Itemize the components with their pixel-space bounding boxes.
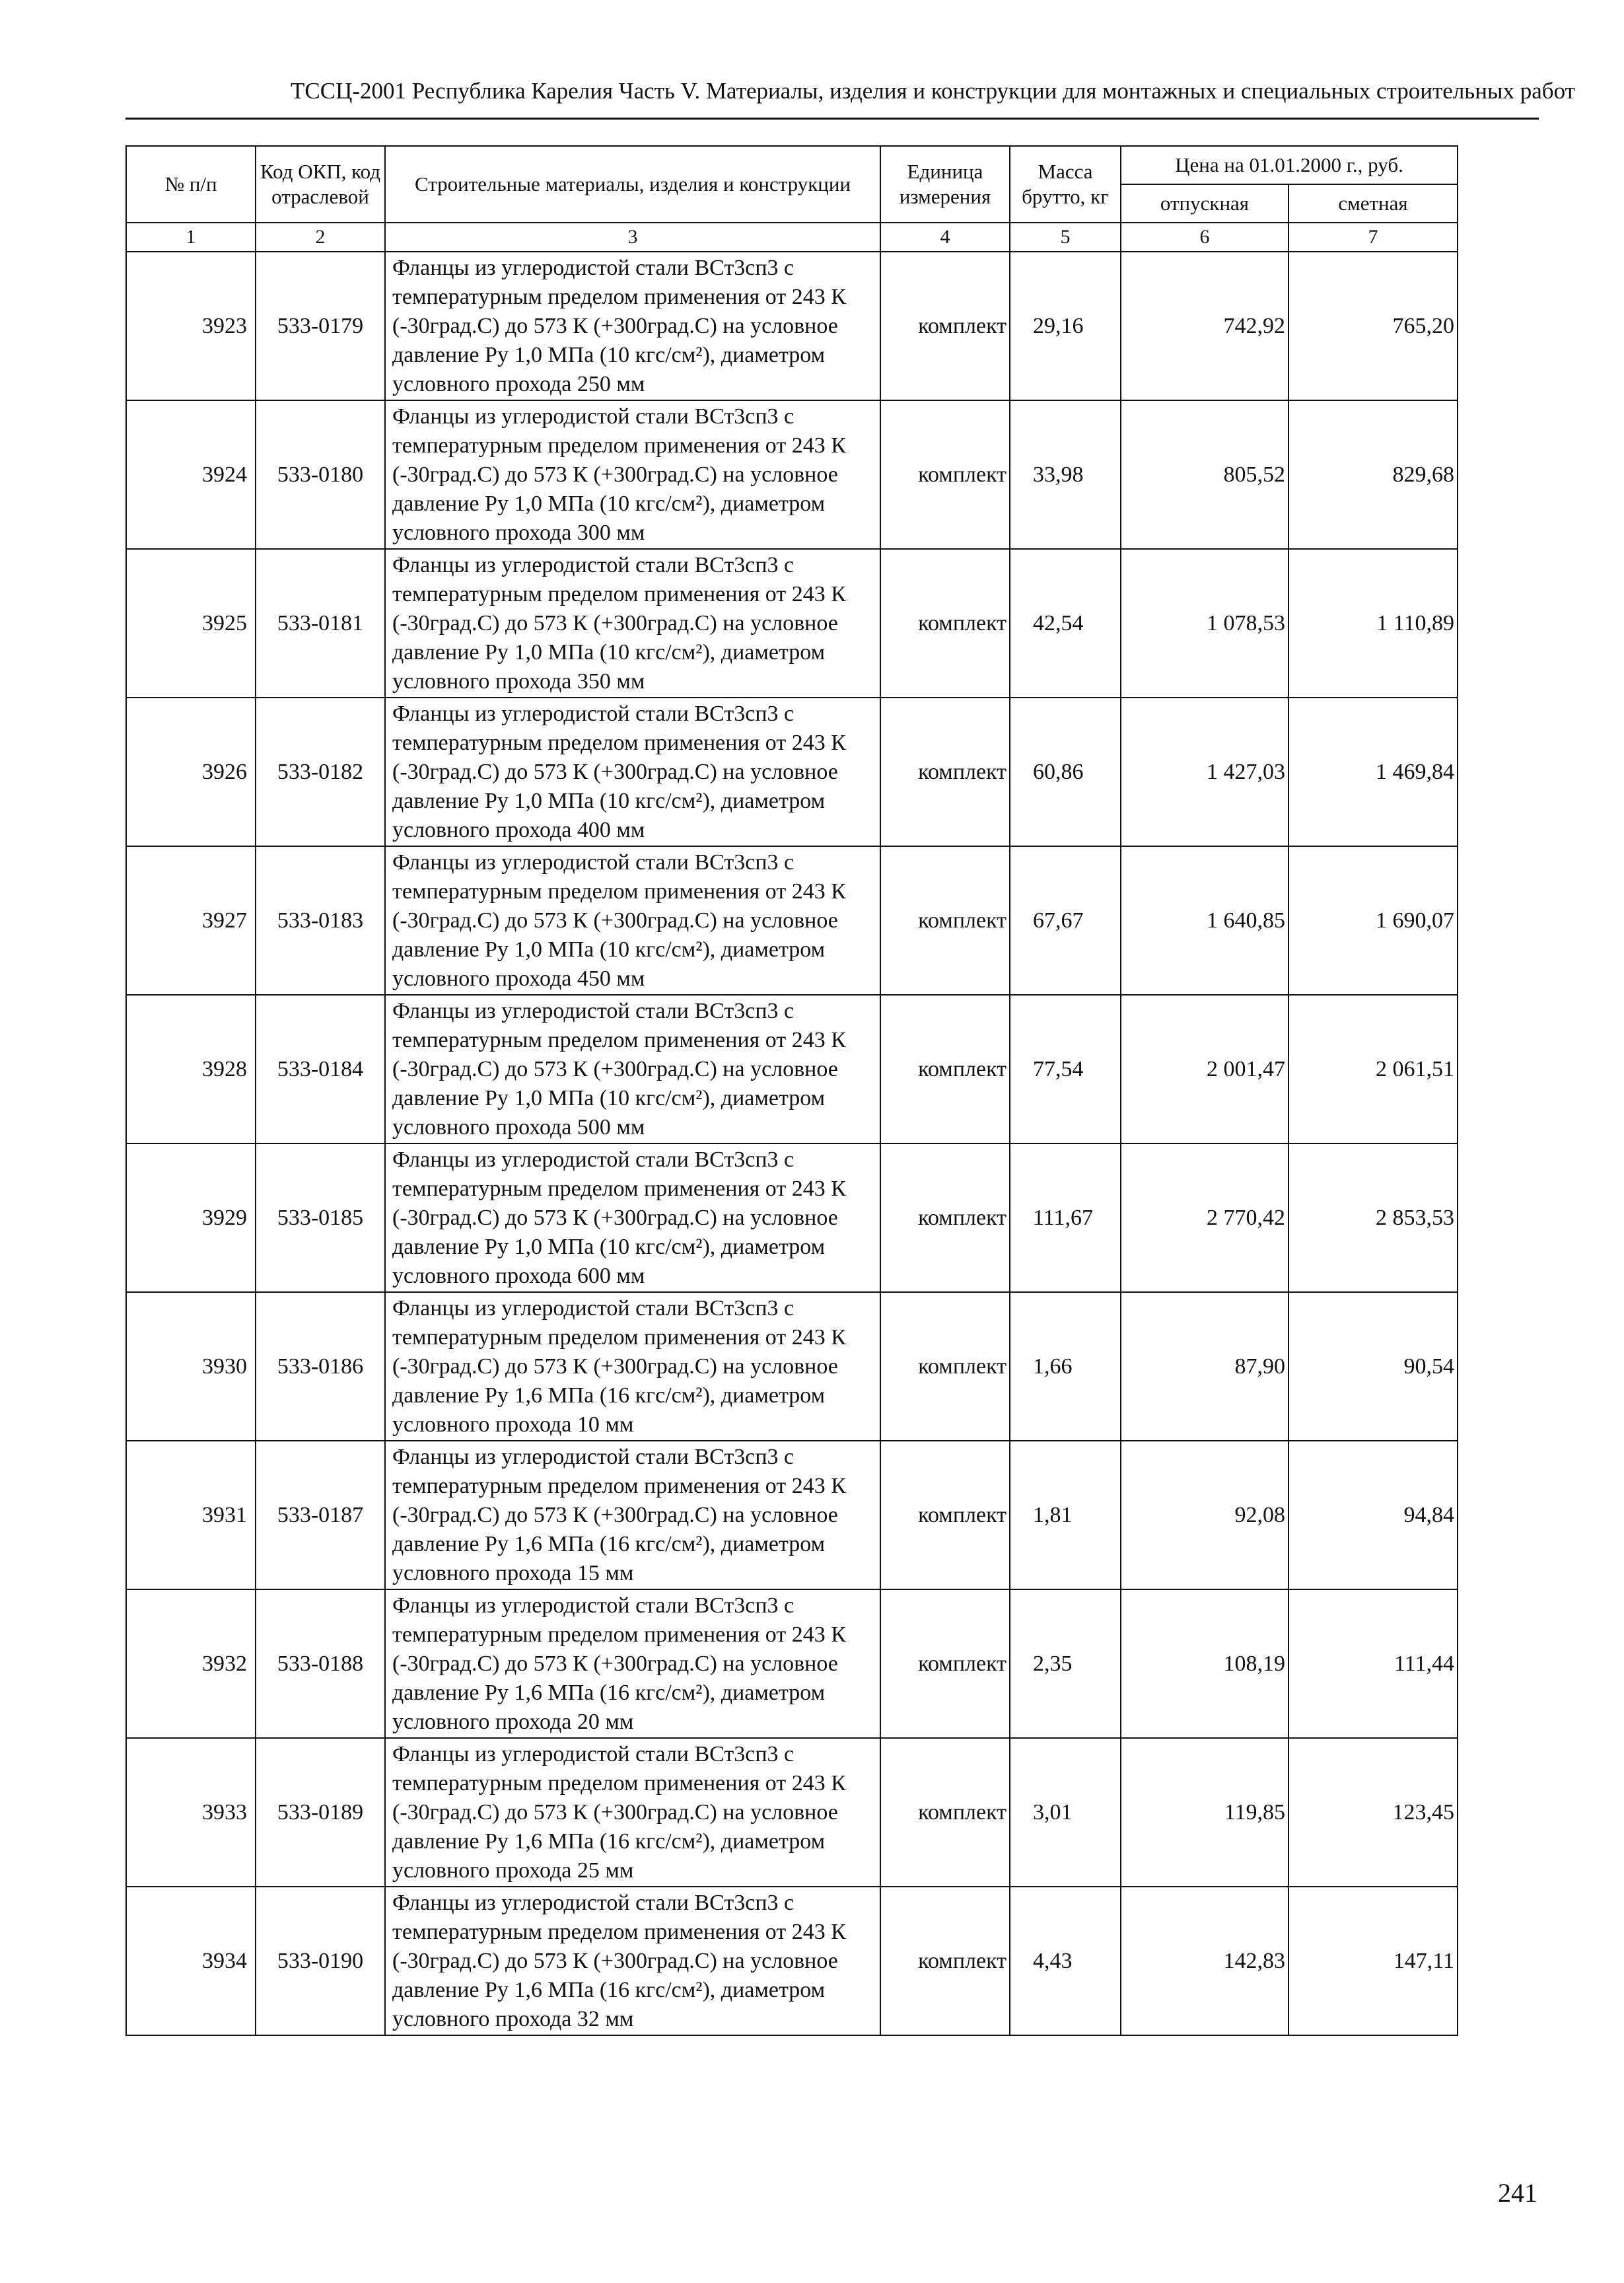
item-price-estimate: 90,54 bbox=[1289, 1292, 1458, 1441]
item-unit: комплект bbox=[880, 1441, 1010, 1589]
item-mass: 42,54 bbox=[1010, 549, 1121, 698]
header-nn: № п/п bbox=[126, 146, 256, 223]
running-header: ТССЦ-2001 Республика Карелия Часть V. Материалы, изделия и конструкции для монтажных и специальных строительных работ bbox=[291, 78, 1575, 104]
table-row bbox=[126, 698, 1458, 846]
header-mass: Масса брутто, кг bbox=[1010, 146, 1121, 223]
item-code: 533-0181 bbox=[256, 549, 385, 698]
item-number: 3925 bbox=[126, 549, 256, 698]
item-description: Фланцы из углеродистой стали ВСт3сп3 с температурным пределом применения от 243 К (-30град.С) до 573 К (+300град.С) на условное давление Ру 1,0 МПа (10 кгс/см²), диаметром условного прохода 300 мм bbox=[385, 400, 880, 549]
item-price-estimate: 1 690,07 bbox=[1289, 846, 1458, 995]
table-row bbox=[126, 1441, 1458, 1589]
item-number: 3930 bbox=[126, 1292, 256, 1441]
price-table bbox=[125, 145, 1458, 2036]
column-number: 4 bbox=[880, 223, 1010, 252]
item-price-release: 805,52 bbox=[1121, 400, 1289, 549]
item-price-estimate: 123,45 bbox=[1289, 1738, 1458, 1887]
column-number: 2 bbox=[256, 223, 385, 252]
item-mass: 111,67 bbox=[1010, 1143, 1121, 1292]
item-mass: 67,67 bbox=[1010, 846, 1121, 995]
item-code: 533-0179 bbox=[256, 252, 385, 400]
table-row bbox=[126, 400, 1458, 549]
column-number-row bbox=[126, 223, 1458, 252]
item-code: 533-0186 bbox=[256, 1292, 385, 1441]
item-mass: 77,54 bbox=[1010, 995, 1121, 1143]
item-price-release: 87,90 bbox=[1121, 1292, 1289, 1441]
item-description: Фланцы из углеродистой стали ВСт3сп3 с температурным пределом применения от 243 К (-30град.С) до 573 К (+300град.С) на условное давление Ру 1,6 МПа (16 кгс/см²), диаметром условного прохода 10 мм bbox=[385, 1292, 880, 1441]
item-unit: комплект bbox=[880, 1292, 1010, 1441]
item-price-release: 108,19 bbox=[1121, 1589, 1289, 1738]
table-row bbox=[126, 252, 1458, 400]
item-number: 3928 bbox=[126, 995, 256, 1143]
item-number: 3926 bbox=[126, 698, 256, 846]
item-price-estimate: 2 853,53 bbox=[1289, 1143, 1458, 1292]
item-price-estimate: 2 061,51 bbox=[1289, 995, 1458, 1143]
item-mass: 60,86 bbox=[1010, 698, 1121, 846]
item-number: 3927 bbox=[126, 846, 256, 995]
item-code: 533-0187 bbox=[256, 1441, 385, 1589]
item-description: Фланцы из углеродистой стали ВСт3сп3 с температурным пределом применения от 243 К (-30град.С) до 573 К (+300град.С) на условное давление Ру 1,0 МПа (10 кгс/см²), диаметром условного прохода 500 мм bbox=[385, 995, 880, 1143]
item-unit: комплект bbox=[880, 698, 1010, 846]
item-mass: 29,16 bbox=[1010, 252, 1121, 400]
column-number: 7 bbox=[1289, 223, 1458, 252]
item-number: 3923 bbox=[126, 252, 256, 400]
item-number: 3931 bbox=[126, 1441, 256, 1589]
item-number: 3924 bbox=[126, 400, 256, 549]
item-number: 3934 bbox=[126, 1887, 256, 2035]
item-price-release: 742,92 bbox=[1121, 252, 1289, 400]
header-price-estimate: сметная bbox=[1289, 184, 1458, 223]
item-code: 533-0184 bbox=[256, 995, 385, 1143]
table-row bbox=[126, 549, 1458, 698]
table-row bbox=[126, 1589, 1458, 1738]
column-number: 6 bbox=[1121, 223, 1289, 252]
item-unit: комплект bbox=[880, 1738, 1010, 1887]
table-row bbox=[126, 846, 1458, 995]
item-price-release: 142,83 bbox=[1121, 1887, 1289, 2035]
item-number: 3933 bbox=[126, 1738, 256, 1887]
item-unit: комплект bbox=[880, 252, 1010, 400]
item-unit: комплект bbox=[880, 549, 1010, 698]
item-code: 533-0183 bbox=[256, 846, 385, 995]
header-materials: Строительные материалы, изделия и конструкции bbox=[385, 146, 880, 223]
item-description: Фланцы из углеродистой стали ВСт3сп3 с температурным пределом применения от 243 К (-30град.С) до 573 К (+300град.С) на условное давление Ру 1,0 МПа (10 кгс/см²), диаметром условного прохода 250 мм bbox=[385, 252, 880, 400]
item-code: 533-0188 bbox=[256, 1589, 385, 1738]
item-price-release: 2 770,42 bbox=[1121, 1143, 1289, 1292]
item-unit: комплект bbox=[880, 400, 1010, 549]
item-price-release: 1 078,53 bbox=[1121, 549, 1289, 698]
item-description: Фланцы из углеродистой стали ВСт3сп3 с температурным пределом применения от 243 К (-30град.С) до 573 К (+300град.С) на условное давление Ру 1,6 МПа (16 кгс/см²), диаметром условного прохода 20 мм bbox=[385, 1589, 880, 1738]
item-unit: комплект bbox=[880, 846, 1010, 995]
item-description: Фланцы из углеродистой стали ВСт3сп3 с температурным пределом применения от 243 К (-30град.С) до 573 К (+300град.С) на условное давление Ру 1,0 МПа (10 кгс/см²), диаметром условного прохода 350 мм bbox=[385, 549, 880, 698]
item-code: 533-0190 bbox=[256, 1887, 385, 2035]
item-unit: комплект bbox=[880, 995, 1010, 1143]
item-number: 3929 bbox=[126, 1143, 256, 1292]
item-price-estimate: 765,20 bbox=[1289, 252, 1458, 400]
item-description: Фланцы из углеродистой стали ВСт3сп3 с температурным пределом применения от 243 К (-30град.С) до 573 К (+300град.С) на условное давление Ру 1,6 МПа (16 кгс/см²), диаметром условного прохода 32 мм bbox=[385, 1887, 880, 2035]
item-price-estimate: 111,44 bbox=[1289, 1589, 1458, 1738]
header-code: Код ОКП, код отраслевой bbox=[256, 146, 385, 223]
item-description: Фланцы из углеродистой стали ВСт3сп3 с температурным пределом применения от 243 К (-30град.С) до 573 К (+300град.С) на условное давление Ру 1,6 МПа (16 кгс/см²), диаметром условного прохода 25 мм bbox=[385, 1738, 880, 1887]
table-row bbox=[126, 1143, 1458, 1292]
item-price-estimate: 94,84 bbox=[1289, 1441, 1458, 1589]
item-mass: 33,98 bbox=[1010, 400, 1121, 549]
item-unit: комплект bbox=[880, 1589, 1010, 1738]
column-number: 1 bbox=[126, 223, 256, 252]
page-number: 241 bbox=[1498, 2178, 1537, 2208]
item-mass: 1,81 bbox=[1010, 1441, 1121, 1589]
item-code: 533-0189 bbox=[256, 1738, 385, 1887]
item-mass: 4,43 bbox=[1010, 1887, 1121, 2035]
header-unit: Единица измерения bbox=[880, 146, 1010, 223]
item-mass: 3,01 bbox=[1010, 1738, 1121, 1887]
table-row bbox=[126, 995, 1458, 1143]
item-number: 3932 bbox=[126, 1589, 256, 1738]
item-price-estimate: 1 469,84 bbox=[1289, 698, 1458, 846]
item-unit: комплект bbox=[880, 1887, 1010, 2035]
item-price-release: 119,85 bbox=[1121, 1738, 1289, 1887]
item-price-estimate: 147,11 bbox=[1289, 1887, 1458, 2035]
table-row bbox=[126, 1292, 1458, 1441]
table-row bbox=[126, 1887, 1458, 2035]
item-price-estimate: 1 110,89 bbox=[1289, 549, 1458, 698]
item-mass: 1,66 bbox=[1010, 1292, 1121, 1441]
column-number: 5 bbox=[1010, 223, 1121, 252]
item-price-release: 2 001,47 bbox=[1121, 995, 1289, 1143]
item-code: 533-0182 bbox=[256, 698, 385, 846]
item-description: Фланцы из углеродистой стали ВСт3сп3 с температурным пределом применения от 243 К (-30град.С) до 573 К (+300град.С) на условное давление Ру 1,6 МПа (16 кгс/см²), диаметром условного прохода 15 мм bbox=[385, 1441, 880, 1589]
header-price-release: отпускная bbox=[1121, 184, 1289, 223]
header-price-group: Цена на 01.01.2000 г., руб. bbox=[1121, 146, 1458, 184]
column-number: 3 bbox=[385, 223, 880, 252]
header-rule bbox=[125, 118, 1539, 120]
item-price-estimate: 829,68 bbox=[1289, 400, 1458, 549]
item-price-release: 1 427,03 bbox=[1121, 698, 1289, 846]
item-code: 533-0185 bbox=[256, 1143, 385, 1292]
item-mass: 2,35 bbox=[1010, 1589, 1121, 1738]
table-row bbox=[126, 1738, 1458, 1887]
item-price-release: 1 640,85 bbox=[1121, 846, 1289, 995]
item-price-release: 92,08 bbox=[1121, 1441, 1289, 1589]
item-description: Фланцы из углеродистой стали ВСт3сп3 с температурным пределом применения от 243 К (-30град.С) до 573 К (+300град.С) на условное давление Ру 1,0 МПа (10 кгс/см²), диаметром условного прохода 400 мм bbox=[385, 698, 880, 846]
item-code: 533-0180 bbox=[256, 400, 385, 549]
item-description: Фланцы из углеродистой стали ВСт3сп3 с температурным пределом применения от 243 К (-30град.С) до 573 К (+300град.С) на условное давление Ру 1,0 МПа (10 кгс/см²), диаметром условного прохода 450 мм bbox=[385, 846, 880, 995]
item-unit: комплект bbox=[880, 1143, 1010, 1292]
item-description: Фланцы из углеродистой стали ВСт3сп3 с температурным пределом применения от 243 К (-30град.С) до 573 К (+300град.С) на условное давление Ру 1,0 МПа (10 кгс/см²), диаметром условного прохода 600 мм bbox=[385, 1143, 880, 1292]
